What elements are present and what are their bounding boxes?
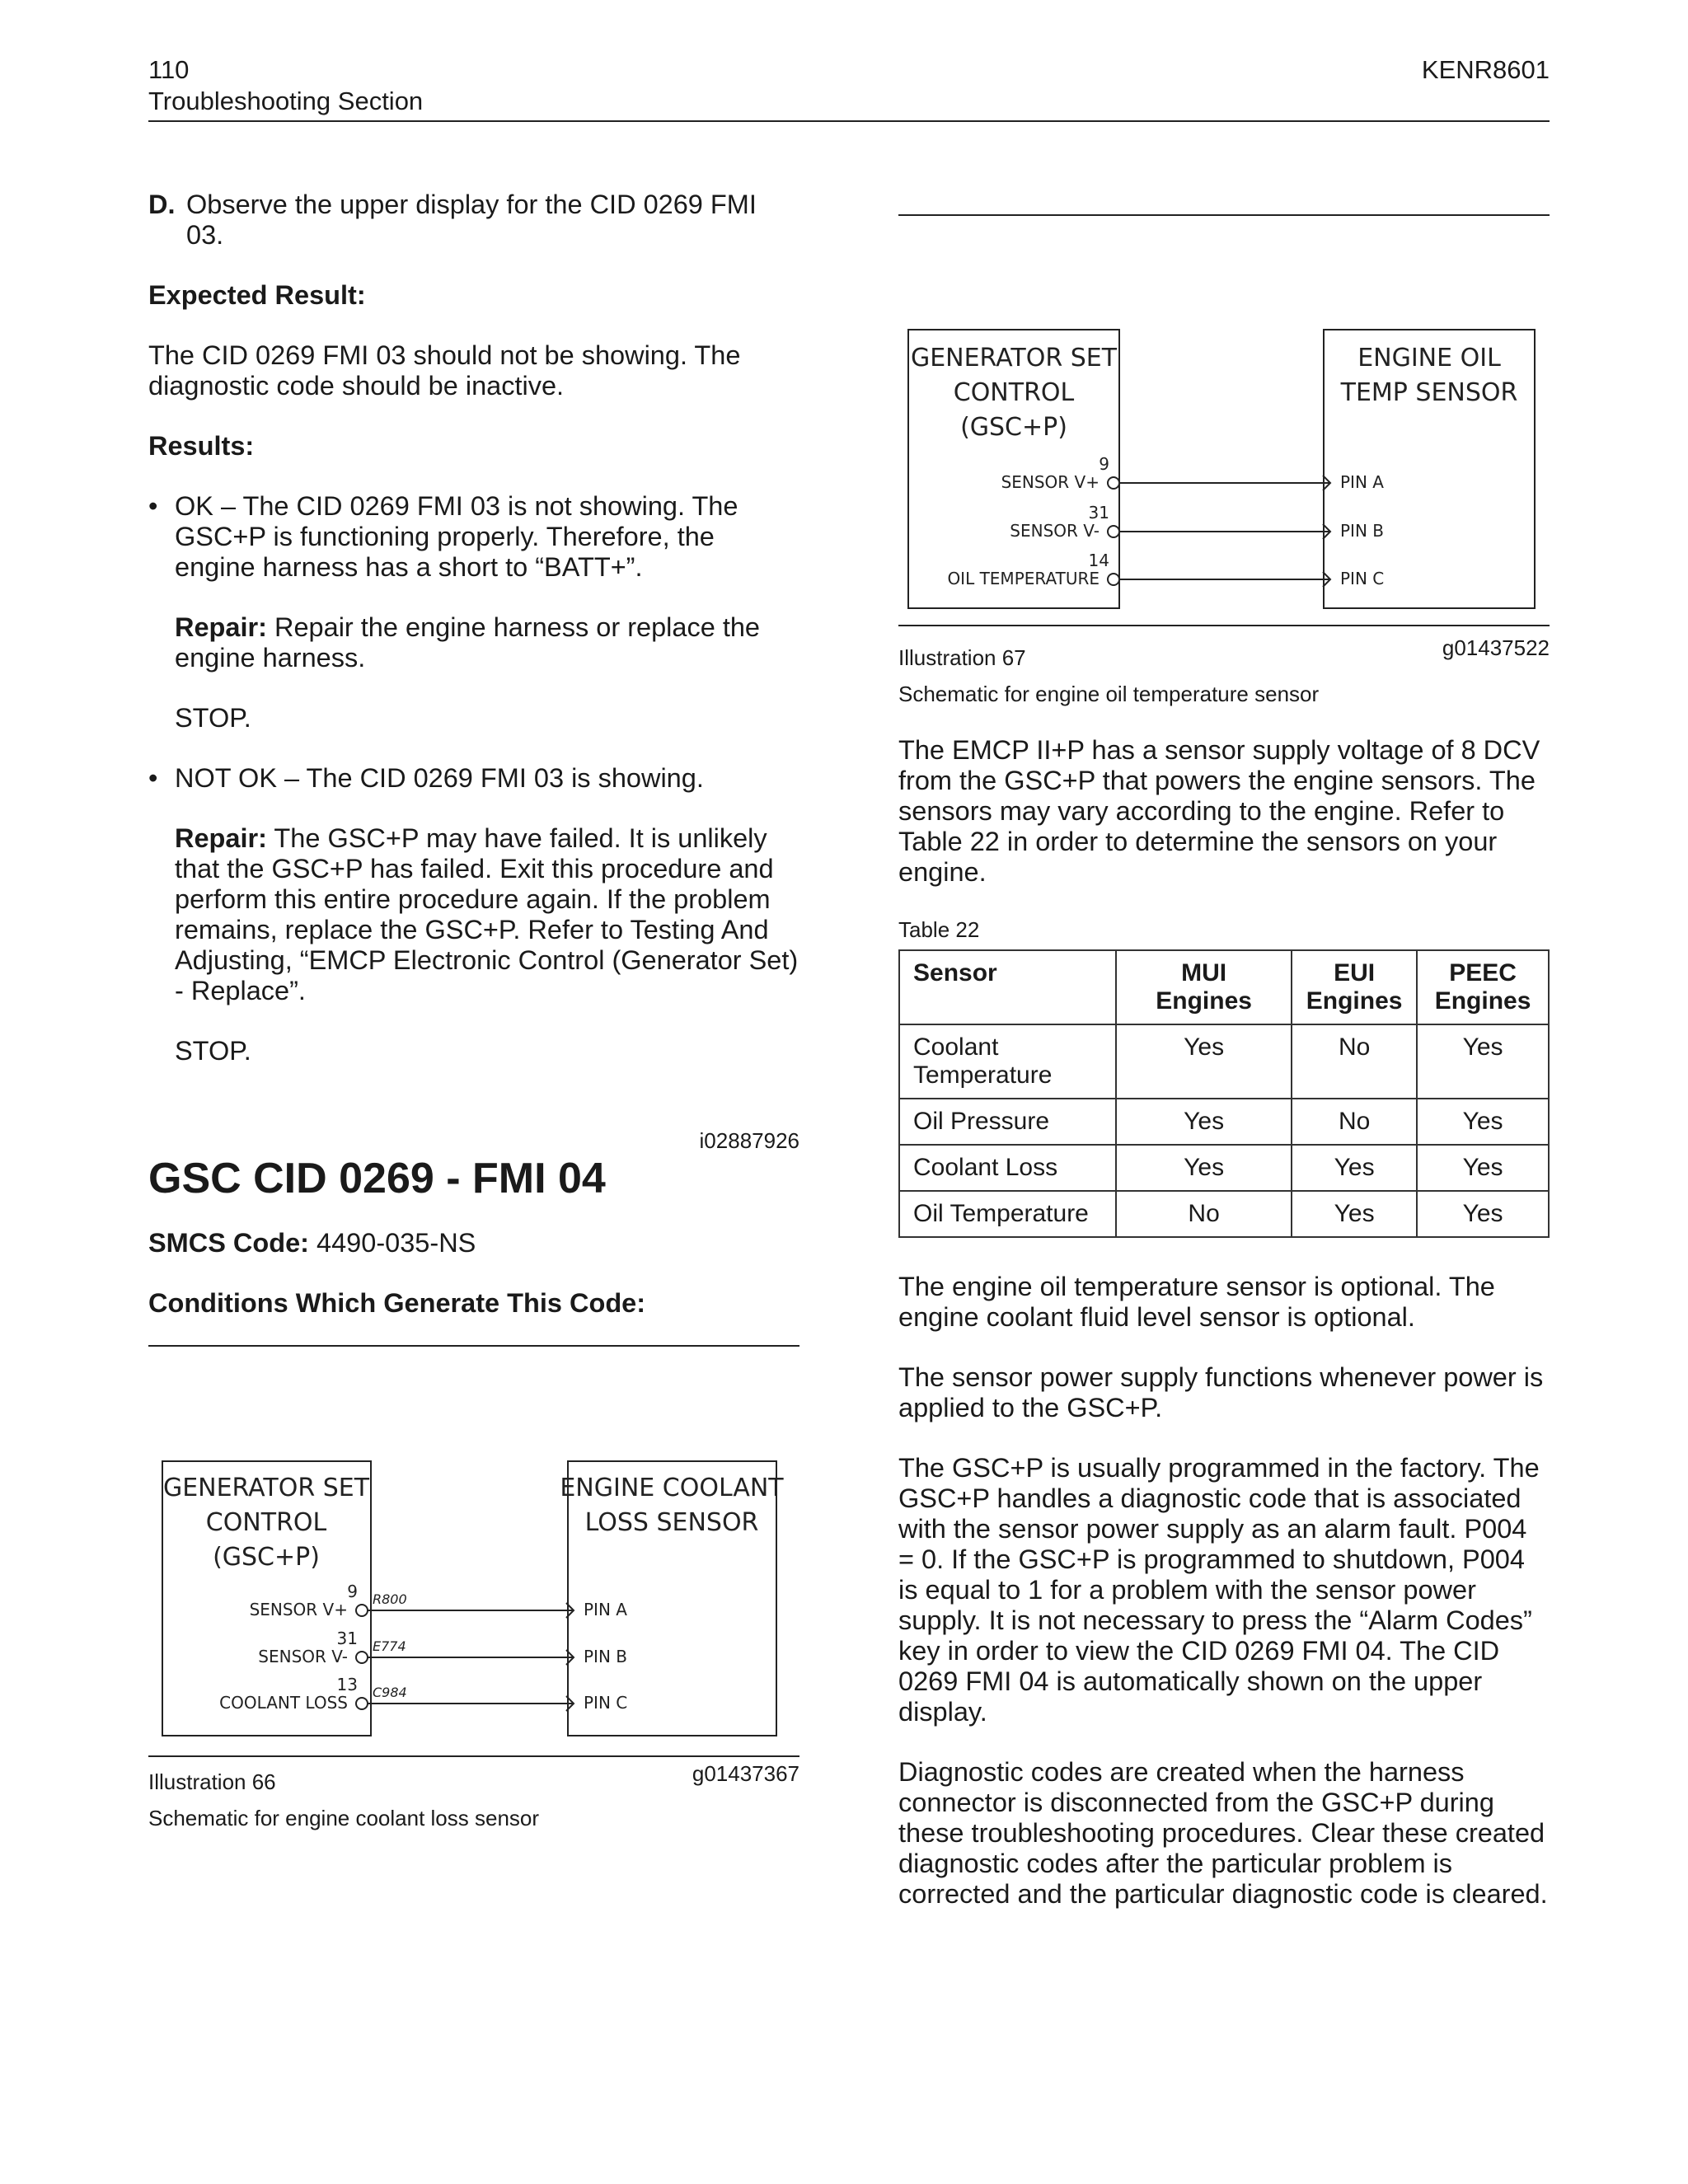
wire-name: SENSOR V- [258,1647,348,1666]
table-cell: Yes [1417,1099,1549,1145]
header-rule [148,120,1550,122]
connector-pin [1108,574,1119,585]
results-heading: Results: [148,431,255,461]
gsc-box-line-2: CONTROL [205,1508,327,1537]
stop-not-ok: STOP. [175,1036,251,1066]
sensor-box-line-2: LOSS SENSOR [584,1508,759,1537]
table-cell: Yes [1116,1145,1292,1191]
sensor-box-line-1: ENGINE COOLANT [560,1474,784,1502]
repair-label: Repair: [175,612,267,642]
illustration-caption: Schematic for engine coolant loss sensor [148,1806,540,1830]
programming-paragraph: The GSC+P is usually programmed in the factory. The GSC+P handles a diagnostic code that is associated with the sensor power supply as an alarm fault. P004 = 0. If the GSC+P is programmed to shutdown, P004 is equal to 1 for a problem with the sensor power supply. It is not necessary to press the “Alarm Codes” key in order to view the CID 0269 FMI 04. The CID 0269 FMI 04 is automatically shown on the upper display. [898,1453,1540,1727]
bullet-dot: • [148,763,158,793]
expected-result-heading: Expected Result: [148,280,366,310]
table-cell: Yes [1417,1191,1549,1237]
figure-rule-top [148,1345,799,1347]
pin-number: 13 [336,1675,358,1694]
pin-number: 9 [347,1582,358,1601]
wire-name: OIL TEMPERATURE [947,569,1100,588]
sensor-table-wrap [898,949,1550,1238]
repair-ok [148,612,799,673]
table-header-row [899,950,1549,1024]
target-pin: PIN A [1340,472,1384,492]
power-supply-paragraph: The sensor power supply functions whenever power is applied to the GSC+P. [898,1362,1544,1422]
bullet-dot: • [148,491,158,521]
illustration-caption: Schematic for engine oil temperature sensor [898,682,1320,706]
table-row [899,1191,1549,1237]
right-column-body [898,1272,1550,1939]
figure-rule-bottom [148,1755,799,1757]
page-number: 110 [148,55,190,84]
table-cell: Yes [1292,1145,1417,1191]
pin-number: 31 [1088,503,1109,523]
table-cell: No [1292,1099,1417,1145]
table-cell: Yes [1292,1191,1417,1237]
illustration-code: g01437522 [1442,635,1550,660]
column-header: MUI Engines [1116,950,1292,1024]
target-pin: PIN C [584,1693,628,1713]
pin-number: 9 [1099,454,1109,474]
wire-c [947,551,1384,588]
doc-code: KENR8601 [1421,55,1550,84]
step-label: D. [148,190,176,219]
figure-rule-top [898,214,1550,216]
connector-pin [356,1698,368,1709]
repair-label: Repair: [175,823,267,853]
repair-text: The GSC+P may have failed. It is unlikely that the GSC+P has failed. Exit this procedure and perform this entire procedure again. If the problem remains, replace the GSC+P. Refer to Testing And Adjusting, “EMCP Electronic Control (Generator Set) - Replace”. [175,823,799,1005]
supply-voltage-paragraph: The EMCP II+P has a sensor supply voltage of 8 DCV from the GSC+P that powers the engine sensors. The sensors may vary according to the engine. Refer to Table 22 in order to determine the sensors on your engine. [898,735,1540,887]
gsc-box-line-1: GENERATOR SET [910,344,1118,373]
smcs-label: SMCS Code: [148,1228,309,1258]
result-not-ok-text: NOT OK – The CID 0269 FMI 03 is showing. [175,763,704,793]
stop-ok: STOP. [175,703,251,733]
table-cell: Oil Temperature [899,1191,1116,1237]
gsc-box-line-3: (GSC+P) [213,1543,320,1572]
repair-text: Repair the engine harness or replace the engine harness. [175,612,760,673]
wire-name: SENSOR V- [1010,521,1100,541]
wire-code: R800 [373,1591,407,1607]
illustration-label: Illustration 67 [898,645,1026,670]
gsc-box-line-2: CONTROL [953,378,1075,407]
conditions-heading: Conditions Which Generate This Code: [148,1288,646,1318]
wire-name: COOLANT LOSS [219,1693,348,1713]
wire-b [1010,503,1384,541]
expected-result-text: The CID 0269 FMI 03 should not be showing. The diagnostic code should be inactive. [148,340,741,401]
column-header: EUI Engines [1292,950,1417,1024]
illustration-code: g01437367 [692,1761,799,1786]
result-ok-text: OK – The CID 0269 FMI 03 is not showing. The GSC+P is functioning properly. Therefore, the engine harness has a short to “BATT+”. [175,491,738,582]
target-pin: PIN B [1340,521,1384,541]
table-cell: Yes [1417,1024,1549,1099]
section-name: Troubleshooting Section [148,87,424,115]
table-cell: No [1292,1024,1417,1099]
gsc-box-line-3: (GSC+P) [960,413,1067,442]
sensor-box-line-1: ENGINE OIL [1357,344,1501,373]
step-d [148,190,799,251]
smcs-value: 4490-035-NS [309,1228,476,1258]
pin-number: 14 [1088,551,1109,570]
step-text: Observe the upper display for the CID 0269 FMI 03. [186,190,757,250]
table-cell: Yes [1116,1024,1292,1099]
wire-name: SENSOR V+ [1001,472,1100,492]
table-cell: No [1116,1191,1292,1237]
sensor-table [898,949,1550,1238]
table-row [899,1145,1549,1191]
figure-rule-bottom [898,625,1550,626]
target-pin: PIN A [584,1600,627,1619]
column-header: PEEC Engines [1417,950,1549,1024]
table-cell: Coolant Temperature [899,1024,1116,1099]
smcs-code [148,1228,476,1258]
target-pin: PIN B [584,1647,627,1666]
gsc-box-line-1: GENERATOR SET [162,1474,370,1502]
connector-pin [1108,526,1119,537]
left-column [148,190,799,1096]
wire-b [258,1629,627,1666]
optional-sensors-paragraph: The engine oil temperature sensor is optional. The engine coolant fluid level sensor is optional. [898,1272,1495,1332]
article-id: i02887926 [699,1128,799,1153]
repair-not-ok [148,823,799,1006]
clear-codes-paragraph: Diagnostic codes are created when the harness connector is disconnected from the GSC+P during these troubleshooting procedures. Clear these created diagnostic codes after the particular problem is corrected and the particular diagnostic code is cleared. [898,1757,1548,1909]
wire-a [1001,454,1385,492]
connector-pin [356,1652,368,1663]
result-ok [148,491,799,583]
table-row [899,1024,1549,1099]
target-pin: PIN C [1340,569,1385,588]
table-cell: Yes [1116,1099,1292,1145]
table-cell: Oil Pressure [899,1099,1116,1145]
table-label: Table 22 [898,917,980,942]
column-header: Sensor [899,950,1116,1024]
oil-temp-schematic [898,321,1550,626]
coolant-loss-schematic [148,1434,799,1747]
table-cell: Coolant Loss [899,1145,1116,1191]
wire-a [250,1582,628,1619]
table-cell: Yes [1417,1145,1549,1191]
pin-number: 31 [336,1629,358,1648]
sensor-box-line-2: TEMP SENSOR [1340,378,1518,407]
article-title-wrap [148,1154,606,1203]
wire-code: E774 [373,1638,406,1654]
connector-pin [1108,477,1119,489]
wire-code: C984 [373,1685,407,1700]
wire-name: SENSOR V+ [249,1600,348,1619]
result-not-ok [148,763,799,794]
table-row [899,1099,1549,1145]
illustration-label: Illustration 66 [148,1769,276,1794]
connector-pin [356,1605,368,1616]
right-column-intro [898,735,1550,917]
wire-c [219,1675,627,1713]
article-title: GSC CID 0269 - FMI 04 [148,1155,606,1202]
